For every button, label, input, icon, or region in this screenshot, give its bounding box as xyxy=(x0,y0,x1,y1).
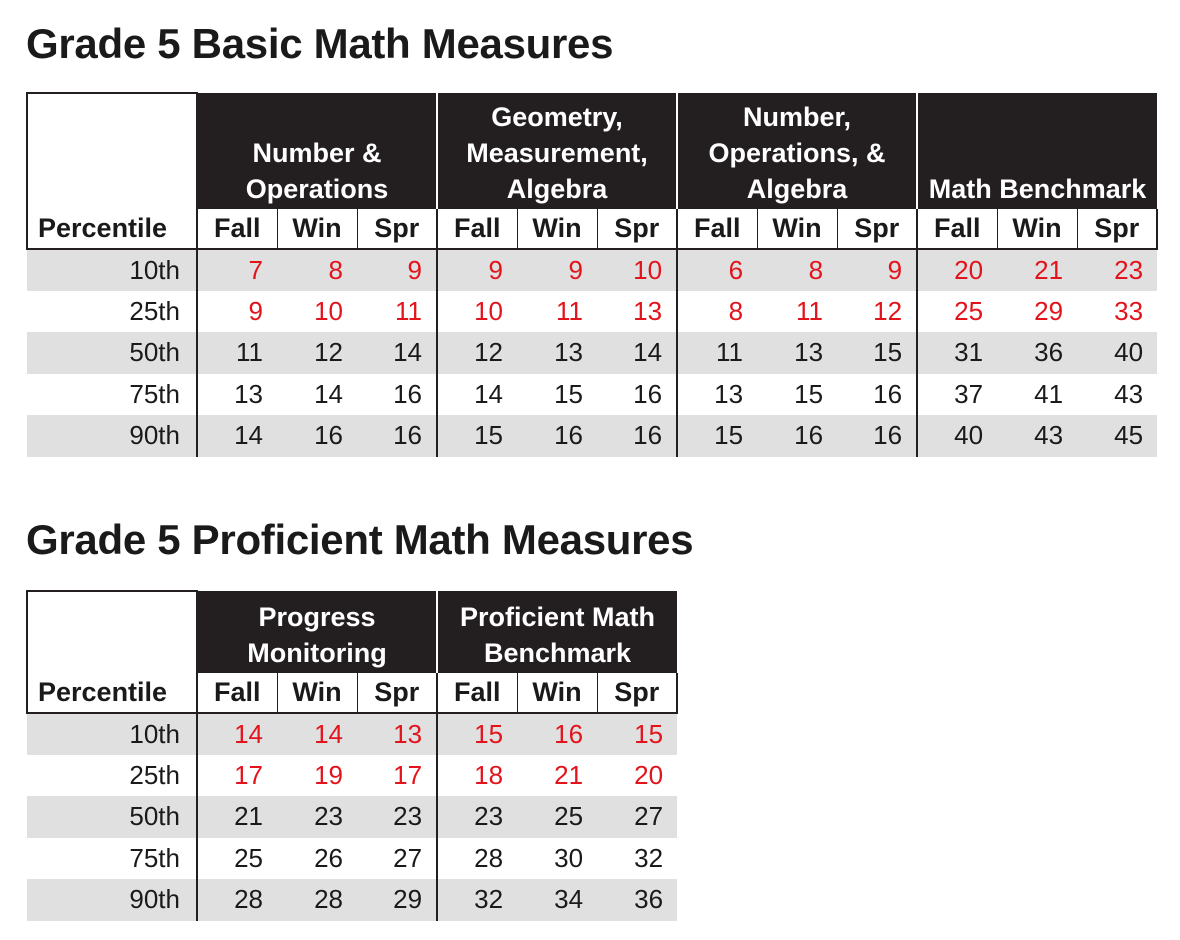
header-corner xyxy=(27,93,197,209)
value-cell: 11 xyxy=(395,295,423,326)
value-cell: 12 xyxy=(437,332,517,374)
value-cell: 16 xyxy=(517,713,597,755)
value-cell: 10 xyxy=(437,291,517,333)
value-cell: 33 xyxy=(1114,295,1144,326)
value-cell: 14 xyxy=(597,332,677,374)
value-cell: 43 xyxy=(997,415,1077,457)
value-cell: 13 xyxy=(633,295,663,326)
proficient-math-measures-table xyxy=(26,590,678,921)
value-cell: 41 xyxy=(1034,378,1064,409)
value-cell: 14 xyxy=(357,332,437,374)
table-row xyxy=(27,755,677,797)
header-corner xyxy=(27,591,197,673)
value-cell: 10 xyxy=(314,295,343,326)
value-cell: 36 xyxy=(997,332,1077,374)
value-cell: 8 xyxy=(677,291,757,333)
value-cell: 16 xyxy=(517,415,597,457)
value-cell: 13 xyxy=(197,374,277,416)
season-header-fall: Fall xyxy=(197,209,277,249)
value-cell: 9 xyxy=(197,291,277,333)
value-cell: 15 xyxy=(437,415,517,457)
table-row xyxy=(27,291,1157,333)
value-cell: 16 xyxy=(357,415,437,457)
value-cell: 23 xyxy=(1077,249,1157,291)
season-header-win: Win xyxy=(277,209,357,249)
group-header-progress-monitoring: Progress Monitoring xyxy=(197,591,437,673)
season-header-row xyxy=(27,673,677,713)
value-cell: 16 xyxy=(277,415,357,457)
value-cell: 40 xyxy=(1077,332,1157,374)
value-cell: 32 xyxy=(634,842,664,873)
value-cell: 16 xyxy=(633,378,663,409)
value-cell: 11 xyxy=(796,295,824,326)
value-cell: 15 xyxy=(554,378,584,409)
group-header-number-operations-algebra: Number, Operations, & Algebra xyxy=(677,93,917,209)
season-header-spr: Spr xyxy=(837,209,917,249)
season-header-fall: Fall xyxy=(917,209,997,249)
value-cell: 21 xyxy=(197,796,277,838)
value-cell: 11 xyxy=(677,332,757,374)
value-cell: 45 xyxy=(1077,415,1157,457)
value-cell: 29 xyxy=(1034,295,1064,326)
season-header-win: Win xyxy=(757,209,837,249)
value-cell: 9 xyxy=(357,249,437,291)
season-header-win: Win xyxy=(277,673,357,713)
season-header-fall: Fall xyxy=(197,673,277,713)
season-header-win: Win xyxy=(997,209,1077,249)
value-cell: 15 xyxy=(597,713,677,755)
value-cell: 10 xyxy=(597,249,677,291)
value-cell: 12 xyxy=(873,295,903,326)
table-row xyxy=(27,249,1157,291)
value-cell: 20 xyxy=(634,759,664,790)
season-header-fall: Fall xyxy=(677,209,757,249)
basic-math-measures-table xyxy=(26,92,1158,457)
value-cell: 14 xyxy=(197,713,277,755)
value-cell: 13 xyxy=(677,374,757,416)
value-cell: 29 xyxy=(357,879,437,921)
percentile-cell: 75th xyxy=(129,842,180,873)
value-cell: 16 xyxy=(837,415,917,457)
season-header-row xyxy=(27,209,1157,249)
value-cell: 9 xyxy=(517,249,597,291)
value-cell: 16 xyxy=(597,415,677,457)
value-cell: 36 xyxy=(597,879,677,921)
season-header-fall: Fall xyxy=(437,209,517,249)
group-header-row xyxy=(27,591,677,673)
table-row xyxy=(27,374,1157,416)
season-header-win: Win xyxy=(517,209,597,249)
value-cell: 28 xyxy=(277,879,357,921)
table-row xyxy=(27,796,677,838)
value-cell: 18 xyxy=(437,755,517,797)
value-cell: 13 xyxy=(357,713,437,755)
value-cell: 43 xyxy=(1114,378,1144,409)
value-cell: 8 xyxy=(277,249,357,291)
value-cell: 26 xyxy=(314,842,343,873)
table-row xyxy=(27,332,1157,374)
percentile-column-header: Percentile xyxy=(27,673,197,713)
season-header-spr: Spr xyxy=(357,673,437,713)
season-header-fall: Fall xyxy=(437,673,517,713)
season-header-win: Win xyxy=(517,673,597,713)
value-cell: 25 xyxy=(197,838,277,880)
value-cell: 23 xyxy=(357,796,437,838)
percentile-cell: 25th xyxy=(129,295,180,326)
value-cell: 16 xyxy=(393,378,423,409)
percentile-cell: 90th xyxy=(27,879,197,921)
value-cell: 6 xyxy=(677,249,757,291)
value-cell: 37 xyxy=(917,374,997,416)
group-header-row xyxy=(27,93,1157,209)
value-cell: 14 xyxy=(314,378,343,409)
value-cell: 16 xyxy=(757,415,837,457)
value-cell: 32 xyxy=(437,879,517,921)
value-cell: 13 xyxy=(517,332,597,374)
value-cell: 9 xyxy=(437,249,517,291)
value-cell: 14 xyxy=(437,374,517,416)
proficient-math-table-body xyxy=(27,713,677,921)
value-cell: 12 xyxy=(277,332,357,374)
value-cell: 25 xyxy=(917,291,997,333)
value-cell: 31 xyxy=(917,332,997,374)
value-cell: 15 xyxy=(677,415,757,457)
percentile-cell: 90th xyxy=(27,415,197,457)
value-cell: 15 xyxy=(437,713,517,755)
season-header-spr: Spr xyxy=(597,673,677,713)
value-cell: 16 xyxy=(873,378,903,409)
value-cell: 28 xyxy=(437,838,517,880)
percentile-cell: 50th xyxy=(27,332,197,374)
value-cell: 27 xyxy=(393,842,423,873)
value-cell: 15 xyxy=(794,378,824,409)
value-cell: 19 xyxy=(314,759,343,790)
value-cell: 20 xyxy=(917,249,997,291)
value-cell: 40 xyxy=(917,415,997,457)
group-header-math-benchmark: Math Benchmark xyxy=(917,93,1157,209)
value-cell: 21 xyxy=(997,249,1077,291)
value-cell: 23 xyxy=(277,796,357,838)
percentile-cell: 25th xyxy=(129,759,180,790)
value-cell: 13 xyxy=(757,332,837,374)
value-cell: 7 xyxy=(197,249,277,291)
value-cell: 17 xyxy=(393,759,423,790)
percentile-cell: 10th xyxy=(27,249,197,291)
value-cell: 9 xyxy=(837,249,917,291)
value-cell: 27 xyxy=(597,796,677,838)
table-title-basic-math: Grade 5 Basic Math Measures xyxy=(26,20,614,67)
season-header-spr: Spr xyxy=(597,209,677,249)
basic-math-table-body xyxy=(27,249,1157,457)
season-header-spr: Spr xyxy=(1077,209,1157,249)
value-cell: 11 xyxy=(197,332,277,374)
value-cell: 8 xyxy=(757,249,837,291)
value-cell: 30 xyxy=(554,842,584,873)
value-cell: 25 xyxy=(517,796,597,838)
value-cell: 21 xyxy=(554,759,584,790)
value-cell: 14 xyxy=(277,713,357,755)
percentile-column-header: Percentile xyxy=(27,209,197,249)
group-header-number-operations: Number & Operations xyxy=(197,93,437,209)
value-cell: 11 xyxy=(556,295,584,326)
percentile-cell: 50th xyxy=(27,796,197,838)
percentile-cell: 75th xyxy=(129,378,180,409)
table-row xyxy=(27,838,677,880)
value-cell: 23 xyxy=(437,796,517,838)
season-header-spr: Spr xyxy=(357,209,437,249)
group-header-geometry-measurement-algebra: Geometry, Measurement, Algebra xyxy=(437,93,677,209)
value-cell: 28 xyxy=(197,879,277,921)
table-row xyxy=(27,879,677,921)
value-cell: 14 xyxy=(197,415,277,457)
table-row xyxy=(27,415,1157,457)
percentile-cell: 10th xyxy=(27,713,197,755)
group-header-proficient-math-benchmark: Proficient Math Benchmark xyxy=(437,591,677,673)
value-cell: 34 xyxy=(517,879,597,921)
table-row xyxy=(27,713,677,755)
value-cell: 17 xyxy=(197,755,277,797)
table-title-proficient-math: Grade 5 Proficient Math Measures xyxy=(26,516,694,563)
value-cell: 15 xyxy=(837,332,917,374)
